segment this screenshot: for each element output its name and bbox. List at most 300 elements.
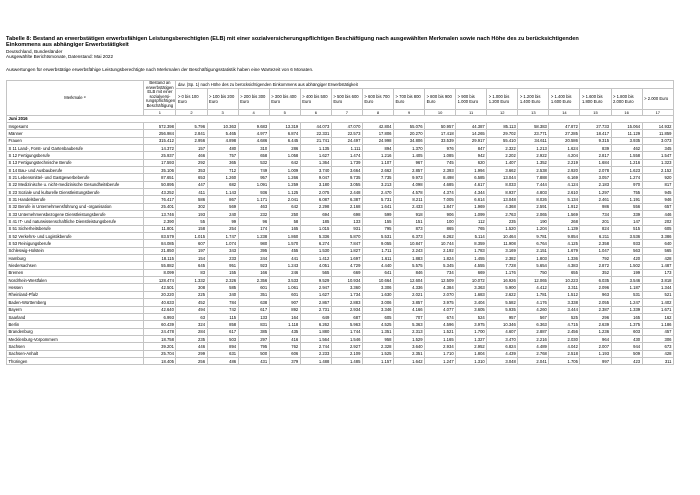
- table-cell: 55: [176, 218, 207, 225]
- table-cell: 284: [176, 328, 207, 335]
- table-cell: 605: [642, 225, 673, 232]
- table-cell: 9.781: [518, 233, 549, 240]
- table-cell: 2.639: [580, 321, 611, 328]
- table-row: [7, 328, 674, 335]
- table-cell: 945: [642, 189, 673, 196]
- table-cell: 1.530: [300, 247, 331, 254]
- table-cell: 147: [611, 218, 642, 225]
- table-cell: 1.683: [456, 291, 487, 298]
- table-cell: 762: [269, 343, 300, 350]
- table-cell: 4.489: [518, 343, 549, 350]
- table-cell: 24.478: [144, 328, 176, 335]
- table-cell: 617: [238, 306, 269, 313]
- table-cell: 1.570: [269, 240, 300, 247]
- table-cell: 3.006: [362, 299, 393, 306]
- table-cell: 18.758: [144, 335, 176, 342]
- table-cell: 569: [207, 203, 238, 210]
- table-cell: 44.073: [300, 122, 331, 129]
- table-cell: 894: [362, 144, 393, 151]
- table-cell: 8.099: [144, 269, 176, 276]
- table-row: [7, 189, 674, 196]
- table-cell: 1.684: [580, 159, 611, 166]
- table-cell: 1.529: [394, 335, 425, 342]
- table-cell: 1.994: [456, 166, 487, 173]
- table-cell: 1.193: [580, 350, 611, 357]
- table-cell: 2.065: [518, 211, 549, 218]
- table-cell: 2.934: [425, 343, 456, 350]
- table-cell: 1.336: [549, 255, 580, 262]
- table-cell: 6.211: [580, 233, 611, 240]
- report-date-subtitle: Ausgewählte Berichtsmonate, Datenstand: Mai 2022: [6, 54, 113, 60]
- row-label: Schleswig-Holstein: [7, 247, 144, 254]
- table-cell: 1.711: [362, 247, 393, 254]
- row-label: S 14 Bau- und Ausbauberufe: [7, 166, 144, 173]
- table-cell: 308: [176, 284, 207, 291]
- table-cell: 165: [611, 313, 642, 320]
- table-cell: 162: [642, 313, 673, 320]
- column-number: 10: [425, 109, 456, 115]
- table-cell: 55.076: [394, 122, 425, 129]
- table-row: [7, 255, 674, 262]
- table-cell: 4.336: [394, 284, 425, 291]
- table-cell: 2.622: [487, 291, 518, 298]
- table-cell: 55.410: [487, 137, 518, 144]
- table-cell: 10.464: [487, 233, 518, 240]
- table-cell: 9.735: [331, 174, 362, 181]
- table-cell: 7.728: [487, 262, 518, 269]
- table-cell: 24.998: [362, 137, 393, 144]
- table-cell: 297: [238, 335, 269, 342]
- table-cell: 617: [207, 328, 238, 335]
- table-cell: 232: [238, 211, 269, 218]
- table-cell: 47.070: [331, 122, 362, 129]
- table-cell: 824: [580, 225, 611, 232]
- table-cell: 157: [176, 144, 207, 151]
- table-cell: 193: [176, 211, 207, 218]
- table-cell: 379: [269, 357, 300, 364]
- table-cell: 60.439: [144, 321, 176, 328]
- table-cell: 757: [207, 152, 238, 159]
- table-cell: 1.364: [300, 159, 331, 166]
- table-cell: 1.125: [269, 189, 300, 196]
- table-row: [7, 321, 674, 328]
- header-band: > 1.600 bis 1.800 Euro: [580, 88, 611, 109]
- table-cell: 24.497: [331, 137, 362, 144]
- row-label: S 13 Fertigungstechnische Berufe: [7, 159, 144, 166]
- table-cell: 463: [238, 203, 269, 210]
- table-cell: 1.213: [518, 144, 549, 151]
- table-cell: 1.297: [580, 189, 611, 196]
- table-cell: 2.518: [549, 350, 580, 357]
- table-cell: 640: [642, 240, 673, 247]
- table-cell: 565: [642, 247, 673, 254]
- table-cell: 35.106: [144, 166, 176, 173]
- row-label: S 33 Unternehmensbezogene Dienstleistungsberufe: [7, 211, 144, 218]
- table-cell: 58: [269, 218, 300, 225]
- table-cell: 970: [611, 181, 642, 188]
- row-label: Berlin: [7, 321, 144, 328]
- table-cell: 10.363: [207, 122, 238, 129]
- table-row: [7, 299, 674, 306]
- table-cell: 1.880: [300, 328, 331, 335]
- table-cell: 197: [176, 247, 207, 254]
- table-cell: 430: [611, 335, 642, 342]
- table-cell: 225: [176, 291, 207, 298]
- table-cell: 63: [176, 313, 207, 320]
- table-row: [7, 130, 674, 137]
- table-cell: 858: [207, 321, 238, 328]
- table-cell: 2.070: [425, 291, 456, 298]
- table-cell: 40.633: [144, 299, 176, 306]
- table-cell: 34.611: [518, 137, 549, 144]
- table-cell: 5.465: [207, 130, 238, 137]
- table-cell: 1.521: [425, 328, 456, 335]
- table-cell: 2.041: [518, 357, 549, 364]
- table-cell: 14.932: [642, 122, 673, 129]
- table-cell: 6.824: [487, 343, 518, 350]
- row-label: Männer: [7, 130, 144, 137]
- table-cell: 655: [549, 269, 580, 276]
- table-cell: 8.026: [518, 196, 549, 203]
- table-cell: 5.114: [456, 233, 487, 240]
- table-cell: 10.346: [487, 321, 518, 328]
- table-cell: 2.298: [300, 203, 331, 210]
- table-cell: 712: [207, 166, 238, 173]
- table-cell: 256: [176, 357, 207, 364]
- table-cell: 1.143: [207, 189, 238, 196]
- table-cell: 1.700: [456, 328, 487, 335]
- table-cell: 1.412: [300, 255, 331, 262]
- table-cell: 2.233: [300, 350, 331, 357]
- table-cell: 18.405: [144, 357, 176, 364]
- table-row: [7, 240, 674, 247]
- table-cell: 532: [238, 159, 269, 166]
- table-cell: 83.579: [144, 233, 176, 240]
- column-number: 15: [580, 109, 611, 115]
- table-cell: 980: [238, 240, 269, 247]
- column-number: 2: [176, 109, 207, 115]
- table-cell: 1.671: [642, 306, 673, 313]
- table-cell: 17.806: [362, 130, 393, 137]
- table-cell: 9.973: [394, 174, 425, 181]
- table-cell: 353: [176, 166, 207, 173]
- table-cell: 9.315: [580, 137, 611, 144]
- column-number: 16: [611, 109, 642, 115]
- column-number: 13: [518, 109, 549, 115]
- table-cell: 1.630: [362, 291, 393, 298]
- table-cell: 1.804: [456, 350, 487, 357]
- column-number: 1: [144, 109, 176, 115]
- header-band: > 1.200 bis 1.400 Euro: [518, 88, 549, 109]
- table-row: [7, 203, 674, 210]
- table-cell: 957: [487, 313, 518, 320]
- table-cell: 5.870: [331, 233, 362, 240]
- table-cell: 742: [207, 306, 238, 313]
- table-cell: 27.733: [580, 122, 611, 129]
- table-cell: 8.359: [456, 240, 487, 247]
- table-cell: 873: [394, 225, 425, 232]
- table-cell: 7.005: [425, 196, 456, 203]
- table-cell: 17.418: [425, 130, 456, 137]
- table-cell: 867: [207, 196, 238, 203]
- table-cell: 21.850: [144, 247, 176, 254]
- table-cell: 431: [238, 357, 269, 364]
- table-cell: 5.935: [487, 306, 518, 313]
- table-cell: 2.538: [518, 166, 549, 173]
- table-cell: 12.065: [518, 277, 549, 284]
- table-cell: 324: [176, 321, 207, 328]
- table-cell: 5.345: [425, 262, 456, 269]
- table-row: [7, 159, 674, 166]
- table-cell: 85.113: [487, 122, 518, 129]
- table-row: [7, 196, 674, 203]
- table-cell: 8.937: [487, 189, 518, 196]
- table-cell: 515: [611, 225, 642, 232]
- table-row: [7, 350, 674, 357]
- table-cell: 133: [238, 313, 269, 320]
- table-cell: 173: [642, 269, 673, 276]
- table-cell: 2.857: [394, 166, 425, 173]
- table-cell: 3.818: [642, 277, 673, 284]
- table-cell: 1.107: [362, 159, 393, 166]
- table-cell: 5.900: [487, 284, 518, 291]
- column-number: 5: [269, 109, 300, 115]
- table-cell: 4.344: [456, 189, 487, 196]
- table-cell: 340: [207, 291, 238, 298]
- table-cell: 1.009: [269, 166, 300, 173]
- table-cell: 1.370: [394, 144, 425, 151]
- table-cell: 1.705: [549, 357, 580, 364]
- table-cell: 345: [642, 144, 673, 151]
- table-cell: 2.662: [362, 166, 393, 173]
- table-cell: 918: [394, 211, 425, 218]
- table-cell: 923: [238, 262, 269, 269]
- table-cell: 306: [642, 335, 673, 342]
- table-cell: 3.363: [456, 284, 487, 291]
- table-cell: 6.087: [300, 196, 331, 203]
- table-title-line-2: Einkommens aus abhängiger Erwerbstätigkeit: [6, 42, 129, 49]
- table-cell: 1.344: [642, 284, 673, 291]
- table-cell: 423: [611, 357, 642, 364]
- table-cell: 1.157: [362, 357, 393, 364]
- header-band: > 0 bis 100 Euro: [176, 88, 207, 109]
- row-label: S 51 Sicherheitsberufe: [7, 225, 144, 232]
- table-cell: 158: [176, 225, 207, 232]
- table-cell: 202: [642, 218, 673, 225]
- table-cell: 11.129: [611, 130, 642, 137]
- table-cell: 6.585: [456, 174, 487, 181]
- column-number: 6: [300, 109, 331, 115]
- table-cell: 6.169: [549, 174, 580, 181]
- table-cell: 9.047: [300, 174, 331, 181]
- row-label: S 21 Lebensmittel- und Gastgewerbeberufe: [7, 174, 144, 181]
- table-cell: 1.139: [549, 225, 580, 232]
- row-label: S 12 Fertigungsberufe: [7, 152, 144, 159]
- table-cell: 5.582: [487, 299, 518, 306]
- table-cell: 4.686: [238, 137, 269, 144]
- table-cell: 11.859: [642, 130, 673, 137]
- table-cell: 4.042: [549, 343, 580, 350]
- table-cell: 967: [394, 159, 425, 166]
- table-cell: 165: [269, 225, 300, 232]
- table-cell: 920: [642, 174, 673, 181]
- table-cell: 12.509: [425, 277, 456, 284]
- table-cell: 99: [207, 218, 238, 225]
- table-cell: 4.898: [207, 137, 238, 144]
- table-cell: 310: [238, 144, 269, 151]
- table-cell: 3.346: [362, 306, 393, 313]
- row-label: S 11 Land-, Forst- und Gartenbauberufe: [7, 144, 144, 151]
- table-cell: 1.266: [269, 174, 300, 181]
- table-cell: 446: [176, 343, 207, 350]
- table-cell: 865: [425, 225, 456, 232]
- table-row: [7, 269, 674, 276]
- table-cell: 2.096: [580, 284, 611, 291]
- column-number: 14: [549, 109, 580, 115]
- table-cell: 572.398: [144, 122, 176, 129]
- table-cell: 5.654: [518, 262, 549, 269]
- table-cell: 1.860: [269, 233, 300, 240]
- header-merkmale: Merkmale ¹⁾: [7, 81, 144, 116]
- table-cell: 942: [456, 152, 487, 159]
- table-cell: 1.697: [331, 255, 362, 262]
- table-cell: 846: [394, 269, 425, 276]
- table-cell: 792: [580, 255, 611, 262]
- table-row: [7, 247, 674, 254]
- table-cell: 22.331: [300, 130, 331, 137]
- table-cell: 1.204: [518, 225, 549, 232]
- table-cell: 1.847: [425, 203, 456, 210]
- table-cell: 603: [611, 328, 642, 335]
- table-cell: 1.310: [456, 357, 487, 364]
- table-cell: 190: [518, 218, 549, 225]
- table-cell: 494: [176, 306, 207, 313]
- table-cell: 1.627: [300, 152, 331, 159]
- table-cell: 6.764: [518, 240, 549, 247]
- column-number: 7: [331, 109, 362, 115]
- table-cell: 1.352: [518, 159, 549, 166]
- table-cell: 1.679: [549, 247, 580, 254]
- table-cell: 1.627: [300, 291, 331, 298]
- table-cell: 1.259: [269, 181, 300, 188]
- table-cell: 6.993: [144, 313, 176, 320]
- table-cell: 2.744: [300, 343, 331, 350]
- table-cell: 601: [238, 284, 269, 291]
- table-cell: 1.085: [425, 152, 456, 159]
- table-cell: 765: [456, 225, 487, 232]
- table-cell: 1.512: [549, 291, 580, 298]
- table-cell: 1.236: [580, 328, 611, 335]
- table-cell: 1.058: [269, 152, 300, 159]
- header-band: > 700 bis 800 Euro: [394, 88, 425, 109]
- table-cell: 1.339: [611, 306, 642, 313]
- table-cell: 2.920: [549, 166, 580, 173]
- table-cell: 268: [549, 218, 580, 225]
- table-cell: 906: [425, 211, 456, 218]
- column-number: 3: [207, 109, 238, 115]
- table-cell: 1.569: [549, 211, 580, 218]
- table-cell: 1.485: [331, 357, 362, 364]
- table-cell: 50.895: [144, 181, 176, 188]
- table-cell: 669: [456, 269, 487, 276]
- table-cell: 958: [362, 335, 393, 342]
- table-cell: 7.888: [518, 174, 549, 181]
- column-number: 17: [642, 109, 673, 115]
- table-cell: 5.963: [331, 321, 362, 328]
- table-cell: 1.238: [238, 233, 269, 240]
- table-cell: 847: [456, 144, 487, 151]
- table-cell: 14.372: [144, 144, 176, 151]
- table-cell: 1.091: [238, 181, 269, 188]
- table-cell: 957: [238, 174, 269, 181]
- table-cell: 4.803: [518, 189, 549, 196]
- table-cell: 4.729: [331, 262, 362, 269]
- table-cell: 1.216: [362, 152, 393, 159]
- table-cell: 1.747: [207, 233, 238, 240]
- table-cell: 831: [238, 321, 269, 328]
- row-label: Sachsen: [7, 343, 144, 350]
- table-cell: 601: [269, 291, 300, 298]
- table-cell: 2.243: [394, 247, 425, 254]
- table-cell: 606: [269, 350, 300, 357]
- table-cell: 674: [425, 313, 456, 320]
- table-cell: 1.176: [487, 269, 518, 276]
- row-label: S 31 Handelsberufe: [7, 196, 144, 203]
- table-cell: 2.956: [176, 137, 207, 144]
- table-cell: 292: [176, 159, 207, 166]
- table-cell: 1.783: [456, 247, 487, 254]
- table-cell: 455: [269, 247, 300, 254]
- table-row: [7, 335, 674, 342]
- table-cell: 2.007: [580, 343, 611, 350]
- table-cell: 4.685: [425, 181, 456, 188]
- table-cell: 8.498: [425, 174, 456, 181]
- table-cell: 4.596: [425, 321, 456, 328]
- table-cell: 6.387: [331, 196, 362, 203]
- table-cell: 4.607: [487, 328, 518, 335]
- table-cell: 1.803: [518, 255, 549, 262]
- table-cell: 586: [176, 196, 207, 203]
- table-cell: 997: [580, 357, 611, 364]
- table-cell: 1.642: [394, 357, 425, 364]
- table-cell: 642: [269, 203, 300, 210]
- table-row: [7, 218, 674, 225]
- table-cell: 11.801: [144, 225, 176, 232]
- table-cell: 235: [487, 218, 518, 225]
- table-cell: 1.969: [456, 203, 487, 210]
- table-cell: 462: [611, 144, 642, 151]
- table-cell: 2.934: [331, 306, 362, 313]
- table-cell: 286: [269, 144, 300, 151]
- header-income-group: dav. (Sp. 1) nach Höhe des zu berücksichtigenden Einkommens aus abhängiger Erwerbstätigkeit: [176, 81, 674, 89]
- table-cell: 3.640: [394, 343, 425, 350]
- table-cell: 3.444: [549, 306, 580, 313]
- table-cell: 100: [425, 218, 456, 225]
- table-cell: 3.057: [580, 174, 611, 181]
- table-cell: 4.578: [394, 189, 425, 196]
- table-cell: 3.664: [331, 166, 362, 173]
- table-cell: 4.204: [549, 152, 580, 159]
- table-cell: 1.455: [456, 255, 487, 262]
- table-cell: 2.358: [580, 240, 611, 247]
- table-cell: 2.351: [394, 350, 425, 357]
- table-cell: 638: [238, 299, 269, 306]
- table-cell: 1.323: [642, 159, 673, 166]
- table-cell: 531: [611, 291, 642, 298]
- table-cell: 1.061: [269, 284, 300, 291]
- title-block: [6, 36, 696, 60]
- table-cell: 3.055: [331, 181, 362, 188]
